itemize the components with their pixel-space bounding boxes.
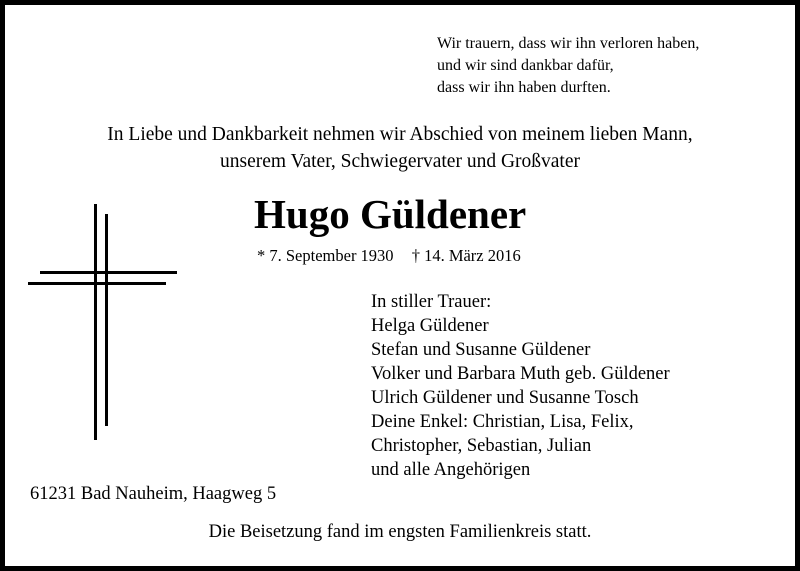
birth-date: * 7. September 1930	[257, 246, 394, 265]
intro-line: unserem Vater, Schwiegervater und Großvater	[219, 151, 581, 172]
quote-line: dass wir ihn haben durften.	[437, 79, 611, 96]
mourners-list	[371, 290, 771, 482]
mourners-line: Christopher, Sebastian, Julian	[371, 436, 592, 456]
cross-icon	[28, 204, 180, 440]
intro-line: In Liebe und Dankbarkeit nehmen wir Abschied von meinem lieben Mann,	[107, 124, 693, 145]
farewell-intro	[60, 121, 740, 175]
quote-line: und wir sind dankbar dafür,	[437, 57, 614, 74]
life-dates	[257, 244, 521, 268]
mourners-line: Volker und Barbara Muth geb. Güldener	[371, 364, 670, 384]
quote-line: Wir trauern, dass wir ihn verloren haben,	[437, 35, 700, 52]
memorial-quote	[437, 33, 777, 99]
mourners-line: und alle Angehörigen	[371, 460, 531, 480]
deceased-name: Hugo Güldener	[254, 191, 527, 237]
death-date: † 14. März 2016	[411, 246, 521, 265]
family-address: 61231 Bad Nauheim, Haagweg 5	[30, 484, 277, 504]
mourners-line: Ulrich Güldener und Susanne Tosch	[371, 388, 639, 408]
mourners-line: Deine Enkel: Christian, Lisa, Felix,	[371, 412, 634, 432]
mourners-line: Helga Güldener	[371, 316, 489, 336]
burial-note: Die Beisetzung fand im engsten Familienkreis statt.	[208, 522, 592, 542]
mourners-line: In stiller Trauer:	[371, 292, 492, 312]
mourners-line: Stefan und Susanne Güldener	[371, 340, 591, 360]
